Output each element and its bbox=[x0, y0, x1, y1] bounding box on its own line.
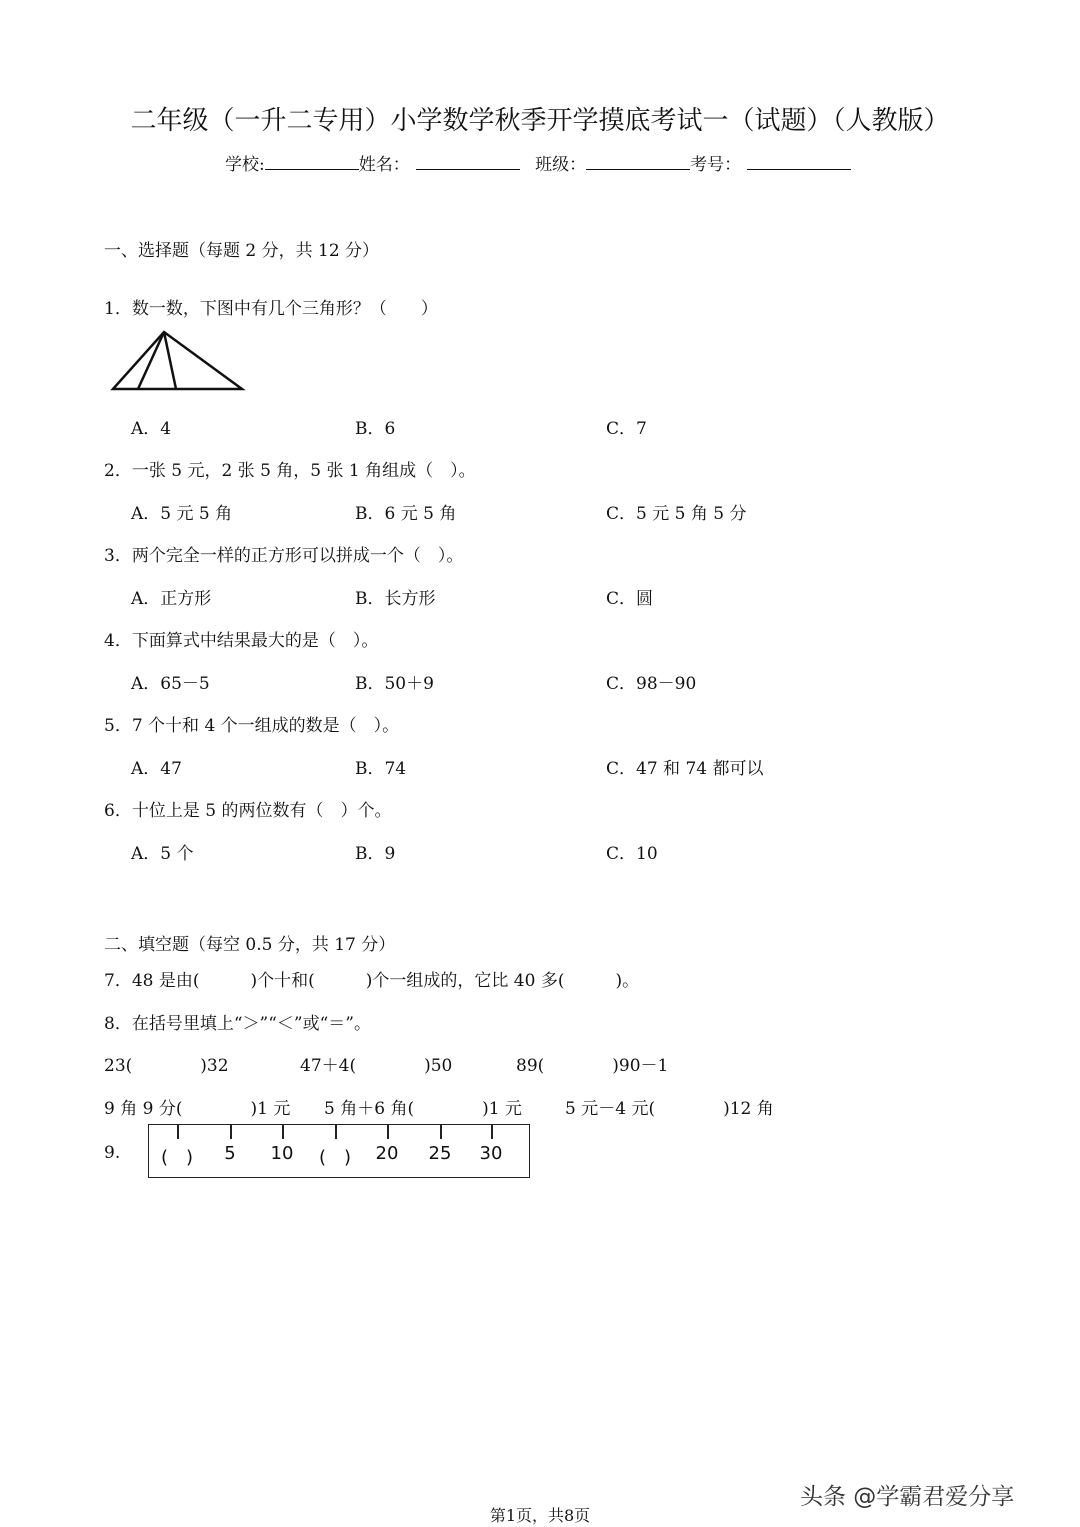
ruler-tick bbox=[177, 1125, 179, 1139]
q3-option-a: A．正方形 bbox=[131, 589, 212, 609]
class-blank bbox=[586, 151, 690, 170]
q1-option-a: A．4 bbox=[131, 419, 172, 439]
school-blank bbox=[265, 151, 359, 170]
q5-option-b: B．74 bbox=[355, 759, 407, 779]
class-label: 班级： bbox=[535, 155, 587, 175]
q2-option-b: B．6 元 5 角 bbox=[355, 504, 457, 524]
question-5: 5．7 个十和 4 个一组成的数是（ ）。 bbox=[104, 716, 400, 736]
q2-option-a: A．5 元 5 角 bbox=[131, 504, 233, 524]
q3-option-b: B．长方形 bbox=[355, 589, 436, 609]
question-6: 6．十位上是 5 的两位数有（ ）个。 bbox=[104, 801, 392, 821]
question-7: 7．48 是由( )个十和( )个一组成的，它比 40 多( )。 bbox=[104, 971, 640, 991]
number-label: 考号： bbox=[690, 155, 742, 175]
q6-option-a: A．5 个 bbox=[131, 844, 194, 864]
page-footer: 第1页，共8页 bbox=[489, 1506, 591, 1525]
question-9: 9. bbox=[104, 1143, 121, 1163]
q5-option-a: A．47 bbox=[131, 759, 182, 779]
ruler-tick bbox=[440, 1125, 442, 1139]
ruler-tick bbox=[335, 1125, 337, 1139]
q6-option-b: B．9 bbox=[355, 844, 396, 864]
q4-option-a: A．65－5 bbox=[131, 674, 210, 694]
triangle-figure bbox=[110, 328, 246, 394]
ruler-tick bbox=[387, 1125, 389, 1139]
ruler-label-10: 10 bbox=[270, 1143, 294, 1164]
ruler-label-25: 25 bbox=[428, 1143, 452, 1164]
question-2: 2．一张 5 元，2 张 5 角，5 张 1 角组成（ ）。 bbox=[104, 461, 476, 481]
q5-option-c: C．47 和 74 都可以 bbox=[606, 759, 764, 779]
name-blank bbox=[416, 151, 520, 170]
ruler-label-30: 30 bbox=[479, 1143, 503, 1164]
q4-option-c: C．98－90 bbox=[606, 674, 697, 694]
q4-option-b: B．50＋9 bbox=[355, 674, 434, 694]
number-blank bbox=[747, 151, 851, 170]
school-label: 学校: bbox=[225, 155, 265, 175]
q8-row1-item2: 47＋4( )50 bbox=[300, 1056, 453, 1076]
q3-option-c: C．圆 bbox=[606, 589, 654, 609]
q6-option-c: C．10 bbox=[606, 844, 658, 864]
q8-row2-item3: 5 元－4 元( )12 角 bbox=[565, 1099, 774, 1119]
number-ruler bbox=[148, 1124, 530, 1178]
name-label: 姓名： bbox=[358, 155, 410, 175]
ruler-label-5: 5 bbox=[224, 1143, 236, 1164]
question-4: 4．下面算式中结果最大的是（ ）。 bbox=[104, 631, 379, 651]
watermark: 头条 @学霸君爱分享 bbox=[800, 1484, 1015, 1510]
q8-row1-item3: 89( )90－1 bbox=[516, 1056, 669, 1076]
ruler-label-20: 20 bbox=[375, 1143, 399, 1164]
q1-option-c: C．7 bbox=[606, 419, 647, 439]
ruler-tick bbox=[491, 1125, 493, 1139]
ruler-tick bbox=[230, 1125, 232, 1139]
q2-option-c: C．5 元 5 角 5 分 bbox=[606, 504, 747, 524]
q1-option-b: B．6 bbox=[355, 419, 396, 439]
page-title: 二年级（一升二专用）小学数学秋季开学摸底考试一（试题）（人教版） bbox=[130, 106, 950, 136]
question-8: 8．在括号里填上“＞”“＜”或“＝”。 bbox=[104, 1014, 371, 1034]
student-info-line bbox=[225, 150, 851, 175]
q8-row1-item1: 23( )32 bbox=[104, 1056, 229, 1076]
section1-heading: 一、选择题（每题 2 分，共 12 分） bbox=[104, 241, 380, 261]
ruler-tick bbox=[282, 1125, 284, 1139]
question-1: 1．数一数，下图中有几个三角形？（ ） bbox=[104, 299, 438, 319]
question-3: 3．两个完全一样的正方形可以拼成一个（ ）。 bbox=[104, 546, 464, 566]
q8-row2-item1: 9 角 9 分( )1 元 bbox=[104, 1099, 291, 1119]
ruler-label-blank-2: ( ) bbox=[318, 1147, 352, 1168]
q8-row2-item2: 5 角＋6 角( )1 元 bbox=[324, 1099, 522, 1119]
section2-heading: 二、填空题（每空 0.5 分，共 17 分） bbox=[104, 935, 396, 955]
ruler-label-blank-1: ( ) bbox=[160, 1147, 194, 1168]
